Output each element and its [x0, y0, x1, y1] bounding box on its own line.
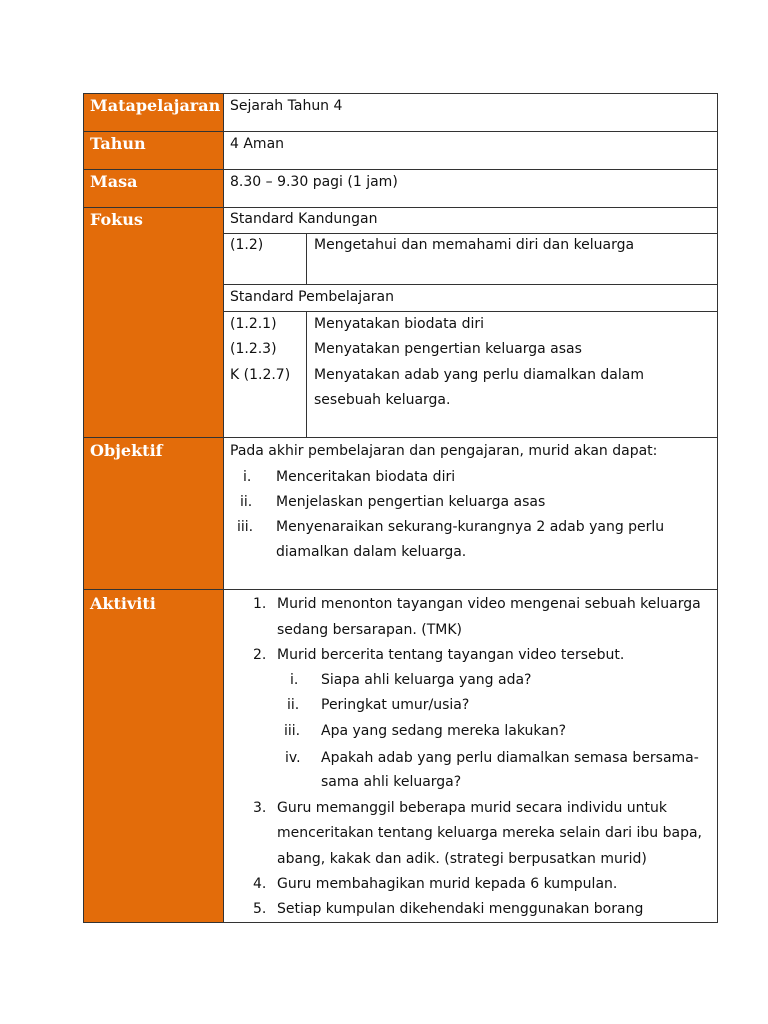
aktiviti-sub-item: Peringkat umur/usia?	[321, 697, 470, 713]
aktiviti-sub-marker: ii.	[287, 697, 300, 713]
aktiviti-marker: 2.	[253, 647, 267, 663]
aktiviti-sub-item: Apa yang sedang mereka lakukan?	[321, 723, 567, 739]
objektif-item: Menceritakan biodata diri	[276, 469, 456, 485]
objektif-item: Menyenaraikan sekurang-kurangnya 2 adab yang perlu	[276, 519, 665, 535]
aktiviti-item: Murid bercerita tentang tayangan video tersebut.	[277, 647, 625, 663]
objektif-marker: iii.	[237, 519, 254, 535]
row-divider	[83, 437, 718, 438]
label-fokus: Fokus	[90, 210, 143, 229]
aktiviti-sub-marker: iv.	[285, 750, 301, 766]
kandungan-code: (1.2)	[230, 237, 264, 253]
label-objektif: Objektif	[90, 441, 163, 460]
objektif-marker: ii.	[240, 494, 253, 510]
aktiviti-sub-marker: i.	[290, 672, 299, 688]
objektif-intro: Pada akhir pembelajaran dan pengajaran, murid akan dapat:	[230, 443, 658, 459]
row-divider	[83, 131, 718, 132]
standard-pembelajaran-heading: Standard Pembelajaran	[230, 289, 394, 305]
label-masa: Masa	[90, 172, 138, 191]
aktiviti-marker: 3.	[253, 800, 267, 816]
code-column-divider	[306, 233, 307, 284]
pembelajaran-text: Menyatakan pengertian keluarga asas	[314, 341, 582, 357]
aktiviti-item-continued: sedang bersarapan. (TMK)	[277, 622, 463, 638]
aktiviti-item: Guru memanggil beberapa murid secara individu untuk	[277, 800, 667, 816]
standard-kandungan-heading: Standard Kandungan	[230, 211, 378, 227]
aktiviti-sub-item-continued: sama ahli keluarga?	[321, 774, 462, 790]
row-divider	[223, 284, 718, 285]
aktiviti-item: Setiap kumpulan dikehendaki menggunakan borang	[277, 901, 644, 917]
aktiviti-sub-item: Apakah adab yang perlu diamalkan semasa bersama-	[321, 750, 699, 766]
aktiviti-item-continued: menceritakan tentang keluarga mereka selain dari ibu bapa,	[277, 825, 702, 841]
aktiviti-item-continued: abang, kakak dan adik. (strategi berpusatkan murid)	[277, 851, 647, 867]
label-tahun: Tahun	[90, 134, 146, 153]
aktiviti-marker: 1.	[253, 596, 267, 612]
pembelajaran-text: Menyatakan biodata diri	[314, 316, 485, 332]
pembelajaran-code: K (1.2.7)	[230, 367, 291, 383]
pembelajaran-text-continued: sesebuah keluarga.	[314, 392, 451, 408]
objektif-item: Menjelaskan pengertian keluarga asas	[276, 494, 546, 510]
column-divider	[223, 93, 224, 923]
value-masa: 8.30 – 9.30 pagi (1 jam)	[230, 174, 398, 190]
aktiviti-marker: 4.	[253, 876, 267, 892]
row-divider	[223, 233, 718, 234]
value-tahun: 4 Aman	[230, 136, 285, 152]
kandungan-text: Mengetahui dan memahami diri dan keluarga	[314, 237, 635, 253]
row-divider	[83, 169, 718, 170]
pembelajaran-text: Menyatakan adab yang perlu diamalkan dalam	[314, 367, 644, 383]
objektif-item-continued: diamalkan dalam keluarga.	[276, 544, 467, 560]
label-aktiviti: Aktiviti	[90, 594, 156, 613]
row-divider	[223, 311, 718, 312]
pembelajaran-code: (1.2.3)	[230, 341, 277, 357]
pembelajaran-code: (1.2.1)	[230, 316, 277, 332]
row-divider	[83, 207, 718, 208]
aktiviti-item: Murid menonton tayangan video mengenai sebuah keluarga	[277, 596, 701, 612]
aktiviti-item: Guru membahagikan murid kepada 6 kumpulan.	[277, 876, 618, 892]
code-column-divider	[306, 311, 307, 437]
aktiviti-marker: 5.	[253, 901, 267, 917]
value-matapelajaran: Sejarah Tahun 4	[230, 98, 343, 114]
aktiviti-sub-item: Siapa ahli keluarga yang ada?	[321, 672, 532, 688]
label-matapelajaran: Matapelajaran	[90, 96, 221, 115]
row-divider	[83, 589, 718, 590]
aktiviti-sub-marker: iii.	[284, 723, 301, 739]
objektif-marker: i.	[243, 469, 252, 485]
